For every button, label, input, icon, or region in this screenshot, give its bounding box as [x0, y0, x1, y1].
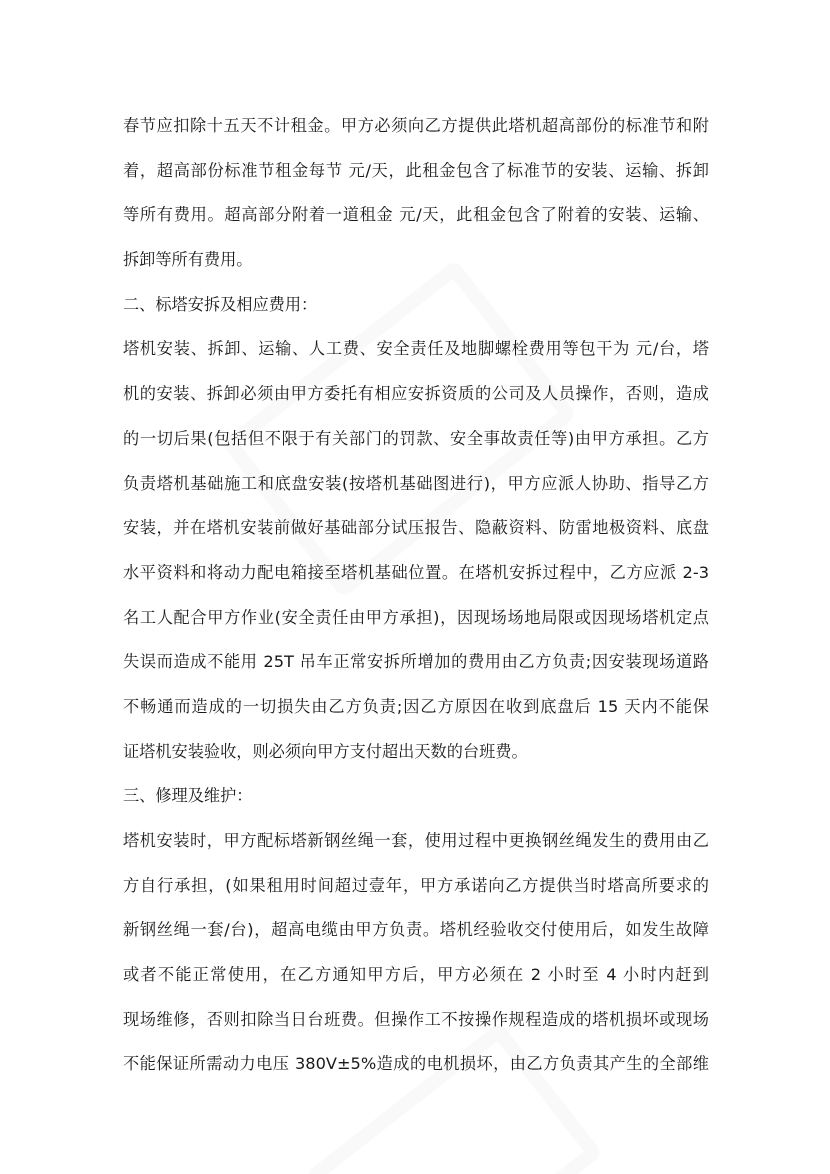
text-line: 方自行承担，(如果租用时间超过壹年，甲方承诺向乙方提供当时塔高所要求的 [123, 875, 709, 895]
section-heading: 三、修理及维护： [123, 786, 253, 806]
text-line: 塔机安装、拆卸、运输、人工费、安全责任及地脚螺栓费用等包干为 元/台，塔 [123, 339, 709, 359]
text-line: 负责塔机基础施工和底盘安装(按塔机基础图进行)，甲方应派人协助、指导乙方 [123, 473, 709, 493]
text-line: 着，超高部份标准节租金每节 元/天，此租金包含了标准节的安装、运输、拆卸 [123, 160, 709, 180]
text-line: 塔机安装时，甲方配标塔新钢丝绳一套，使用过程中更换钢丝绳发生的费用由乙 [123, 831, 709, 850]
text-line: 水平资料和将动力配电箱接至塔机基础位置。在塔机安拆过程中，乙方应派 2-3 [123, 562, 709, 582]
text-line: 失误而造成不能用 25T 吊车正常安拆所增加的费用由乙方负责;因安装现场道路 [123, 652, 709, 672]
document-body [123, 104, 709, 1087]
text-line: 新钢丝绳一套/台)，超高电缆由甲方负责。塔机经验收交付使用后，如发生故障 [123, 920, 709, 940]
section-heading: 二、标塔安拆及相应费用： [123, 294, 318, 314]
text-line: 不畅通而造成的一切损失由乙方负责;因乙方原因在收到底盘后 15 天内不能保 [123, 696, 709, 716]
text-line: 春节应扣除十五天不计租金。甲方必须向乙方提供此塔机超高部份的标准节和附 [123, 116, 709, 135]
text-line: 的一切后果(包括但不限于有关部门的罚款、安全事故责任等)由甲方承担。乙方 [123, 428, 709, 448]
text-line: 拆卸等所有费用。 [123, 250, 253, 270]
text-line: 现场维修，否则扣除当日台班费。但操作工不按操作规程造成的塔机损坏或现场 [123, 1009, 709, 1029]
text-line: 安装，并在塔机安装前做好基础部分试压报告、隐蔽资料、防雷地极资料、底盘 [123, 518, 709, 538]
text-line: 不能保证所需动力电压 380V±5%造成的电机损坏，由乙方负责其产生的全部维 [123, 1054, 709, 1074]
text-line: 证塔机安装验收，则必须向甲方支付超出天数的台班费。 [123, 741, 528, 761]
text-line: 机的安装、拆卸必须由甲方委托有相应安拆资质的公司及人员操作，否则，造成 [123, 384, 709, 404]
text-line: 名工人配合甲方作业(安全责任由甲方承担)，因现场场地局限或因现场塔机定点 [123, 607, 709, 627]
text-line: 或者不能正常使用，在乙方通知甲方后，甲方必须在 2 小时至 4 小时内赶到 [123, 965, 709, 985]
text-line: 等所有费用。超高部分附着一道租金 元/天，此租金包含了附着的安装、运输、 [123, 205, 709, 225]
